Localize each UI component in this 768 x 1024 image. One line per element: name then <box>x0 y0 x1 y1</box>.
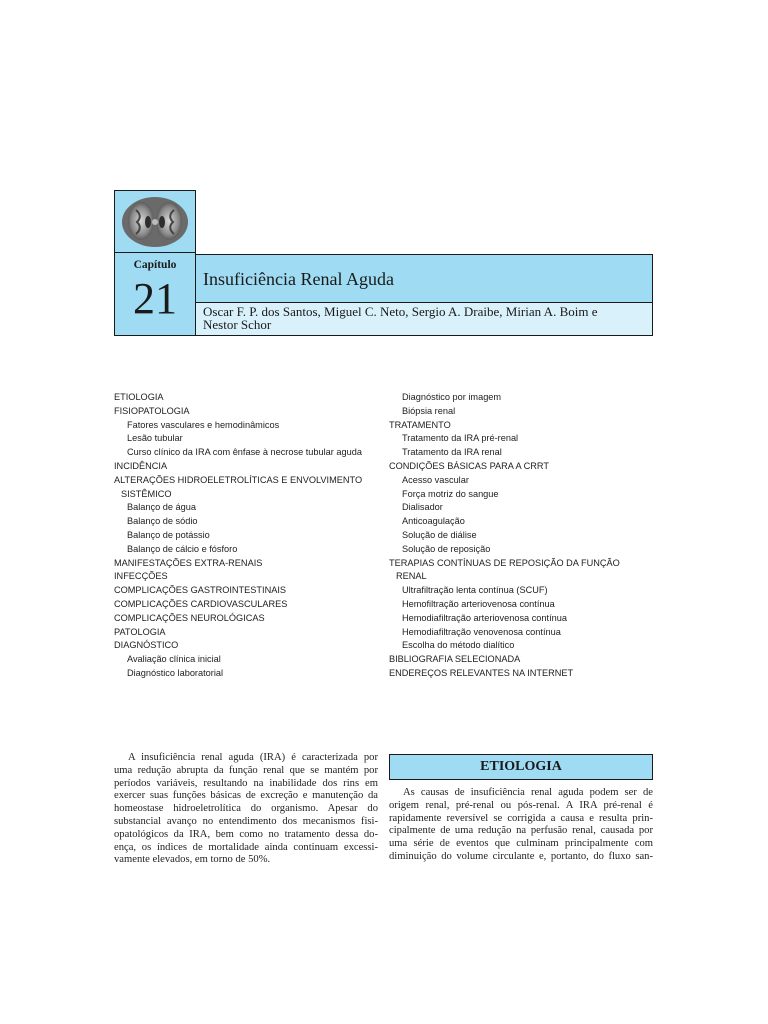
toc-item: Força motriz do sangue <box>402 488 499 499</box>
toc-item: Diagnóstico laboratorial <box>127 667 224 678</box>
text-line: cipalmente de uma redução na perfusão renal, causada por <box>389 825 653 837</box>
toc-item: Tratamento da IRA renal <box>402 447 502 458</box>
toc-item: SISTÊMICO <box>121 488 172 499</box>
text-line: ença, os índices de mortalidade ainda continuam excessi- <box>114 841 378 853</box>
kidney-scan-image <box>121 196 189 248</box>
toc-item: COMPLICAÇÕES GASTROINTESTINAIS <box>114 585 287 596</box>
toc-item: Biópsia renal <box>402 405 456 416</box>
authors-line-1: Oscar F. P. dos Santos, Miguel C. Neto, Sergio A. Draibe, Mirian A. Boim e <box>203 304 598 319</box>
text-line: origem renal, pré-renal ou pós-renal. A IRA pré-renal é <box>389 799 653 811</box>
toc-item: Fatores vasculares e hemodinâmicos <box>127 419 280 430</box>
text-line: uma redução abrupta da função renal que se mantém por <box>114 764 378 776</box>
chapter-title-box <box>196 254 653 303</box>
text-line: As causas de insuficiência renal aguda podem ser de <box>403 787 653 798</box>
toc-item: Solução de reposição <box>402 543 491 554</box>
toc-item: CONDIÇÕES BÁSICAS PARA A CRRT <box>389 460 549 471</box>
toc-item: INCIDÊNCIA <box>114 460 168 471</box>
toc-item: COMPLICAÇÕES NEUROLÓGICAS <box>114 612 265 623</box>
toc-item: Hemodiafiltração arteriovenosa contínua <box>402 612 567 623</box>
toc-item: Escolha do método dialítico <box>402 640 515 651</box>
chapter-number-box <box>114 253 196 336</box>
toc-item: Diagnóstico por imagem <box>402 392 502 402</box>
toc-item: PATOLOGIA <box>114 626 166 637</box>
section-heading: ETIOLOGIA <box>480 759 562 774</box>
toc-item: Lesão tubular <box>127 433 183 444</box>
toc-item: Ultrafiltração lenta contínua (SCUF) <box>402 585 548 596</box>
chapter-number: 21 <box>133 274 177 323</box>
toc-item: INFECÇÕES <box>114 571 168 582</box>
toc-item: Acesso vascular <box>402 474 469 485</box>
toc-item: Hemofiltração arteriovenosa contínua <box>402 598 555 609</box>
text-line: diminuição do volume circulante e, portanto, do fluxo san- <box>389 850 653 862</box>
chapter-image-box <box>114 190 196 253</box>
toc-item: FISIOPATOLOGIA <box>114 405 190 416</box>
chapter-title: Insuficiência Renal Aguda <box>203 269 394 289</box>
toc-item: Anticoagulação <box>402 516 465 527</box>
text-line: períodos variáveis, resultando na inabilidade dos rins em <box>114 777 378 789</box>
toc-item: Balanço de sódio <box>127 516 198 527</box>
toc-item: Balanço de potássio <box>127 529 210 540</box>
toc-item: ALTERAÇÕES HIDROELETROLÍTICAS E ENVOLVIMENTO <box>114 474 363 485</box>
toc-item: Hemodiafiltração venovenosa contínua <box>402 626 561 637</box>
text-line: vamente elevados, em torno de 50%. <box>114 854 271 866</box>
toc-item: Solução de diálise <box>402 529 477 540</box>
section-heading-box <box>389 754 653 780</box>
text-line: opatológicos da IRA, bem como no tratamento dessa do- <box>114 828 378 840</box>
authors-box <box>196 303 653 336</box>
toc-item: Balanço de água <box>127 502 196 513</box>
toc-item: TRATAMENTO <box>389 419 451 430</box>
text-line: uma série de eventos que culminam principalmente com <box>389 838 653 850</box>
text-line: exercer suas funções básicas de excreção e manutenção da <box>114 790 378 802</box>
toc-item: Curso clínico da IRA com ênfase à necrose tubular aguda <box>127 447 362 458</box>
text-line: A insuficiência renal aguda (IRA) é caracterizada por <box>128 752 378 763</box>
toc-item: Avaliação clínica inicial <box>127 654 221 665</box>
chapter-label: Capítulo <box>133 259 177 271</box>
toc-item: Balanço de cálcio e fósforo <box>127 543 238 554</box>
toc-item: TERAPIAS CONTÍNUAS DE REPOSIÇÃO DA FUNÇÃO <box>389 557 620 568</box>
intro-paragraph <box>114 752 378 867</box>
toc-right-column <box>389 391 659 681</box>
text-line: substancial avanço no entendimento dos mecanismos fisi- <box>114 815 378 827</box>
toc-item: BIBLIOGRAFIA SELECIONADA <box>389 654 521 665</box>
toc-item: Tratamento da IRA pré-renal <box>402 433 519 444</box>
section-paragraph <box>389 787 653 864</box>
toc-item: COMPLICAÇÕES CARDIOVASCULARES <box>114 598 288 609</box>
toc-item: RENAL <box>396 571 427 582</box>
toc-item: Dialisador <box>402 502 443 513</box>
authors <box>203 305 633 331</box>
toc-left-column <box>114 391 379 681</box>
toc-item: ENDEREÇOS RELEVANTES NA INTERNET <box>389 667 574 678</box>
toc-item: ETIOLOGIA <box>114 392 164 402</box>
toc-item: DIAGNÓSTICO <box>114 640 179 651</box>
toc-item: MANIFESTAÇÕES EXTRA-RENAIS <box>114 557 263 568</box>
text-line: rapidamente reversível se corrigida a causa e resulta prin- <box>389 812 653 824</box>
authors-line-2: Nestor Schor <box>203 317 272 332</box>
text-line: homeostase hidroeletrolítica do organismo. Apesar do <box>114 803 378 815</box>
